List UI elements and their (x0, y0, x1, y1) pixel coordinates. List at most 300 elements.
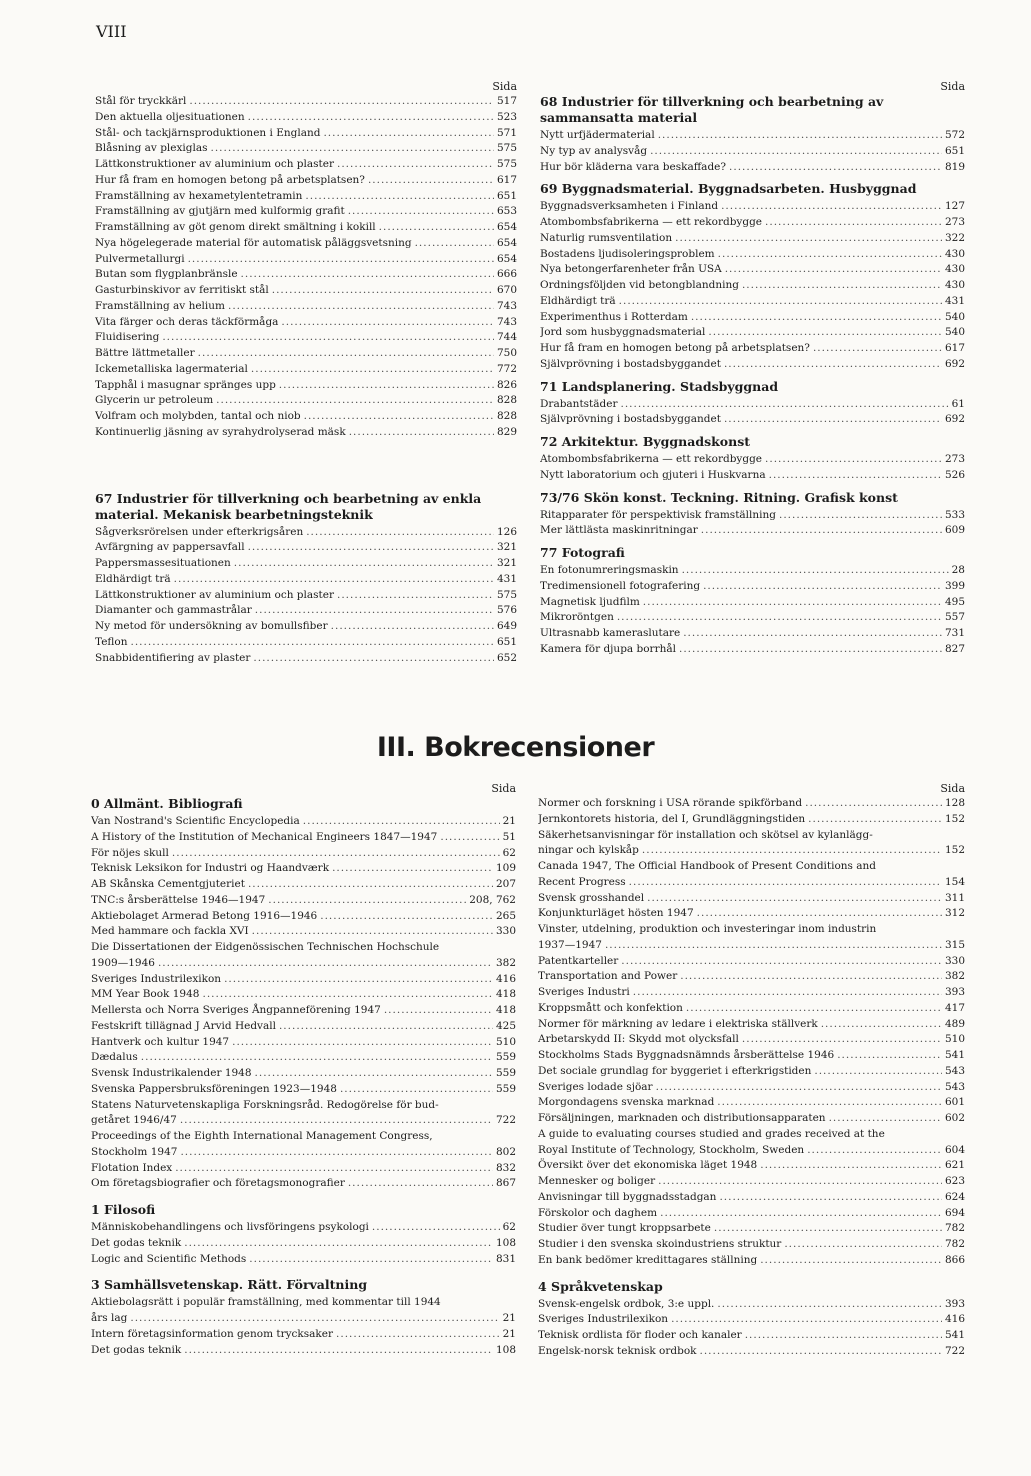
toc-entry (95, 110, 517, 126)
dot-leader (202, 987, 492, 1003)
toc-entry (538, 1206, 965, 1222)
entry-title: Kamera för djupa borrhål (540, 642, 676, 655)
dot-leader (281, 315, 494, 331)
page-ref: 61 (951, 397, 965, 410)
page-ref: 654 (496, 236, 517, 249)
entry-title: Sveriges lodade sjöar (538, 1080, 653, 1093)
page-ref: 743 (496, 299, 517, 312)
dot-leader (272, 283, 494, 299)
toc-entry (91, 1252, 516, 1268)
page-ref: 601 (944, 1096, 965, 1109)
entry-title: Fluidisering (95, 331, 160, 344)
dot-leader (745, 1328, 942, 1344)
toc-entry (540, 341, 965, 357)
page-ref: 623 (944, 1175, 965, 1187)
toc-entry (538, 1297, 965, 1313)
entry-title: Avfärgning av pappersavfall (95, 541, 245, 554)
entry-line: Canada 1947, The Official Handbook of Present Conditions and (538, 860, 877, 872)
dot-leader (162, 330, 494, 346)
section-heading-1: 1 Filosofi (91, 1202, 156, 1217)
toc-entry (540, 563, 965, 579)
dot-leader (701, 523, 942, 539)
dot-leader (180, 1113, 493, 1129)
page-ref: 782 (944, 1238, 965, 1250)
dot-leader (304, 409, 494, 425)
dot-leader (141, 1050, 493, 1066)
dot-leader (268, 893, 466, 909)
entry-title: TNC:s årsberättelse 1946—1947 (91, 893, 266, 906)
entry-title: Aktiebolaget Armerad Betong 1916—1946 (91, 909, 318, 922)
toc-entry (95, 603, 517, 619)
dot-leader (617, 610, 942, 626)
entry-title: Bostadens ljudisoleringsproblem (540, 247, 715, 260)
page-ref: 21 (502, 815, 516, 827)
page-ref: 523 (496, 110, 517, 123)
dot-leader (821, 1017, 942, 1033)
dot-leader (348, 1176, 493, 1192)
page-ref: 128 (944, 797, 965, 809)
toc-entry (95, 126, 517, 142)
dot-leader (248, 540, 494, 556)
dot-leader (332, 861, 493, 877)
entry-title: 1937—1947 (538, 938, 602, 951)
toc-entry (91, 846, 516, 862)
top-right-column (540, 80, 965, 658)
entry-title: A History of the Institution of Mechanical Engineers 1847—1947 (91, 830, 438, 843)
dot-leader (719, 1190, 942, 1206)
toc-entry (540, 523, 965, 539)
dot-leader (718, 247, 942, 263)
page-ref: 418 (495, 1004, 516, 1016)
toc-entry (95, 220, 517, 236)
section-heading-73-76: 73/76 Skön konst. Teckning. Ritning. Grafisk konst (540, 489, 898, 505)
dot-leader (234, 556, 494, 572)
entry-title: Recent Progress (538, 875, 626, 888)
page-ref: 154 (944, 875, 965, 888)
dot-leader (252, 924, 493, 940)
entry-title: Den aktuella oljesituationen (95, 110, 245, 123)
entry-title: Nya betongerfarenheter från USA (540, 263, 722, 276)
dot-leader (232, 1035, 493, 1051)
entry-list (95, 525, 517, 667)
page-ref: 541 (944, 1329, 965, 1341)
toc-entry (538, 985, 965, 1001)
entry-list (540, 508, 965, 540)
toc-entry (538, 1017, 965, 1033)
entry-title: Arbetarskydd II: Skydd mot olycksfall (538, 1033, 739, 1046)
entry-single (538, 875, 965, 891)
section-heading-71: 71 Landsplanering. Stadsbyggnad (540, 378, 779, 394)
toc-entry (91, 893, 516, 909)
entry-title: Pulvermetallurgi (95, 252, 185, 265)
dot-leader (697, 906, 942, 922)
page-ref: 692 (944, 357, 965, 370)
toc-entry (91, 877, 516, 893)
dot-leader (172, 846, 500, 862)
dot-leader (814, 1064, 942, 1080)
entry-title: Framställning av gjutjärn med kulformig grafit (95, 205, 345, 218)
page-ref: 670 (496, 284, 517, 296)
toc-entry (540, 199, 965, 215)
toc-entry (538, 1253, 965, 1269)
toc-entry (91, 1035, 516, 1051)
entry-title: Eldhärdigt trä (95, 572, 171, 585)
entry-list (538, 796, 965, 828)
dot-leader (337, 588, 494, 604)
entry-title: En fotonumreringsmaskin (540, 564, 679, 576)
dot-leader (829, 1111, 942, 1127)
entry-title: Gasturbinskivor av ferritiskt stål (95, 284, 269, 296)
entry-title: Framställning av hexametylentetramin (95, 189, 303, 202)
entry-list (540, 199, 965, 372)
page-ref: 559 (495, 1067, 516, 1079)
dot-leader (184, 1343, 493, 1359)
toc-entry (538, 1001, 965, 1017)
entry-title: Tapphål i masugnar spränges upp (95, 378, 276, 391)
toc-entry (540, 310, 965, 326)
toc-entry (91, 1066, 516, 1082)
sida-label: Sida (940, 80, 965, 93)
page-ref: 541 (944, 1049, 965, 1061)
entry-list (91, 1220, 516, 1267)
toc-entry (540, 215, 965, 231)
toc-entry (91, 924, 516, 940)
dot-leader (336, 1327, 500, 1343)
entry-title: Studier över tungt kroppsarbete (538, 1222, 711, 1235)
page-ref: 312 (944, 907, 965, 920)
toc-entry (91, 1050, 516, 1066)
dot-leader (349, 425, 494, 441)
dot-leader (279, 378, 494, 394)
toc-entry (91, 956, 516, 972)
section-title: III. Bokrecensioner (376, 732, 655, 763)
entry-title: Stockholms Stads Byggnadsnämnds årsberättelse 1946 (538, 1049, 835, 1061)
page-ref: 322 (944, 231, 965, 244)
page-ref: 315 (944, 938, 965, 951)
page-ref: 430 (944, 263, 965, 276)
page-ref: 152 (944, 844, 965, 857)
entry-list (540, 452, 965, 484)
toc-entry (95, 409, 517, 425)
page-ref: 21 (502, 1327, 516, 1340)
toc-entry (538, 1143, 965, 1159)
entry-title: Engelsk-norsk teknisk ordbok (538, 1344, 697, 1357)
entry-title: Blåsning av plexiglas (95, 142, 208, 155)
page-ref: 393 (944, 1297, 965, 1310)
toc-entry (91, 1220, 516, 1236)
entry-single (91, 1113, 516, 1129)
page-ref: 829 (496, 425, 517, 438)
dot-leader (415, 236, 494, 252)
page-ref: 572 (944, 129, 965, 141)
page-ref: 495 (944, 595, 965, 608)
entry-title: Lättkonstruktioner av aluminium och plaster (95, 158, 334, 170)
entry-line: Die Dissertationen der Eidgenössischen Technischen Hochschule (91, 941, 440, 953)
toc-entry (540, 294, 965, 310)
entry-title: En bank bedömer kredittagares ställning (538, 1253, 758, 1266)
toc-entry (538, 1221, 965, 1237)
entry-title: Normer och forskning i USA rörande spikförband (538, 797, 803, 809)
entry-list (91, 1161, 516, 1193)
entry-title: Jernkontorets historia, del I, Grundläggningstiden (538, 812, 806, 825)
dot-leader (174, 572, 494, 588)
section-heading-3: 3 Samhällsvetenskap. Rätt. Förvaltning (91, 1277, 368, 1293)
entry-title: Ny metod för undersökning av bomullsfiber (95, 620, 328, 632)
page-ref: 382 (495, 956, 516, 969)
page-ref: 557 (944, 611, 965, 624)
page-ref: 417 (944, 1001, 965, 1014)
page-ref: 722 (495, 1114, 516, 1127)
page-ref: 152 (944, 812, 965, 825)
page-ref: 540 (944, 326, 965, 339)
dot-leader (658, 1174, 942, 1190)
toc-entry (91, 830, 516, 846)
sida-label: Sida (492, 80, 517, 93)
toc-entry (538, 1344, 965, 1360)
toc-entry (540, 412, 965, 428)
dot-leader (714, 1221, 942, 1237)
page-ref: 604 (944, 1143, 965, 1156)
dot-leader (320, 909, 493, 925)
dot-leader (650, 144, 942, 160)
entry-title: Sveriges Industrilexikon (91, 972, 222, 985)
entry-title: Hur bör kläderna vara beskaffade? (540, 160, 727, 173)
entry-title: Pappersmassesituationen (95, 557, 231, 569)
section-heading-4: 4 Språkvetenskap (538, 1278, 663, 1294)
dot-leader (211, 141, 494, 157)
entry-title: Självprövning i bostadsbyggandet (540, 413, 721, 426)
page-ref: 832 (495, 1161, 516, 1174)
toc-entry (538, 812, 965, 828)
dot-leader (306, 525, 494, 541)
toc-entry (540, 626, 965, 642)
toc-entry (538, 1237, 965, 1253)
page-ref: 21 (502, 1312, 516, 1324)
dot-leader (643, 595, 942, 611)
dot-leader (368, 173, 494, 189)
toc-entry (538, 1312, 965, 1328)
entry-title: Flotation Index (91, 1161, 173, 1174)
bottom-right-column (538, 782, 965, 1360)
entry-title: Dædalus (91, 1051, 138, 1064)
entry-title: Konjunkturläget hösten 1947 (538, 907, 694, 920)
dot-leader (633, 985, 942, 1001)
entry-title: Det godas teknik (91, 1343, 182, 1356)
dot-leader (189, 94, 494, 110)
toc-entry (540, 579, 965, 595)
entry-title: Snabbidentifiering av plaster (95, 651, 251, 664)
entry-title: Ritapparater för perspektivisk framställning (540, 508, 776, 521)
page-ref: 265 (495, 909, 516, 922)
page-ref: 393 (944, 986, 965, 998)
entry-title: Butan som flygplanbränsle (95, 268, 238, 281)
entry-line: Statens Naturvetenskapliga Forskningsråd. Redogörelse för bud- (91, 1098, 439, 1111)
dot-leader (680, 969, 942, 985)
entry-title: Nytt urfjädermaterial (540, 129, 655, 141)
dot-leader (808, 812, 942, 828)
entry-list (538, 954, 965, 1127)
toc-entry (95, 378, 517, 394)
page-ref: 692 (944, 413, 965, 426)
page-ref: 559 (495, 1051, 516, 1064)
page-ref: 418 (495, 988, 516, 1001)
toc-entry (91, 861, 516, 877)
entry-title: Mer lättlästa maskinritningar (540, 524, 698, 537)
dot-leader (779, 508, 942, 524)
page-ref: 621 (944, 1159, 965, 1172)
dot-leader (679, 642, 942, 658)
page-ref: 207 (495, 878, 516, 890)
toc-entry (91, 1236, 516, 1252)
entry-single (538, 938, 965, 954)
page-ref: 651 (496, 635, 517, 648)
entry-title: Mikroröntgen (540, 611, 614, 624)
page-ref: 575 (496, 588, 517, 601)
page-ref: 653 (496, 205, 517, 218)
dot-leader (130, 1311, 499, 1327)
entry-title: Drabantstäder (540, 397, 618, 410)
entry-title: Stål- och tackjärnsproduktionen i England (95, 126, 321, 139)
entry-title: Stål för tryckkärl (95, 95, 187, 107)
section-heading-0: 0 Allmänt. Bibliografi (91, 796, 243, 811)
dot-leader (769, 468, 942, 484)
dot-leader (175, 1161, 493, 1177)
page-ref: 108 (495, 1343, 516, 1356)
toc-entry (538, 1095, 965, 1111)
dot-leader (228, 299, 494, 315)
entry-title: Framställning av göt genom direkt smältning i kokill (95, 221, 376, 233)
entry-title: Sågverksrörelsen under efterkrigsåren (95, 525, 304, 538)
entry-title: Atombombsfabrikerna — ett rekordbygge (540, 453, 763, 465)
entry-title: Eldhärdigt trä (540, 294, 616, 307)
page-ref: 617 (496, 173, 517, 186)
page-ref: 28 (951, 564, 965, 576)
dot-leader (717, 1095, 942, 1111)
toc-entry (538, 1080, 965, 1096)
entry-title: Ny typ av analysvåg (540, 144, 648, 157)
entry-title: Kroppsmått och konfektion (538, 1001, 683, 1014)
dot-leader (691, 310, 942, 326)
page-ref: 330 (944, 954, 965, 967)
dot-leader (721, 199, 942, 215)
page-number: VIII (96, 22, 127, 41)
entry-title: ningar och kylskåp (538, 844, 639, 857)
dot-leader (440, 830, 499, 846)
entry-title: Stockholm 1947 (91, 1145, 178, 1158)
page-ref: 109 (495, 862, 516, 875)
toc-entry (95, 173, 517, 189)
toc-entry (95, 267, 517, 283)
dot-leader (372, 1220, 500, 1236)
entry-title: Transportation and Power (538, 970, 678, 983)
toc-entry (540, 128, 965, 144)
toc-entry (95, 94, 517, 110)
page-ref: 744 (496, 331, 517, 344)
dot-leader (379, 220, 494, 236)
toc-entry (91, 1145, 516, 1161)
page-ref: 782 (944, 1222, 965, 1235)
entry-title: Försäljningen, marknaden och distributionsapparaten (538, 1112, 826, 1124)
page-ref: 127 (944, 200, 965, 213)
dot-leader (760, 1158, 942, 1174)
page-ref: 510 (944, 1033, 965, 1046)
page-ref: 382 (944, 970, 965, 983)
entry-title: Sveriges Industrilexikon (538, 1313, 669, 1326)
page-ref: 559 (495, 1082, 516, 1095)
section-heading-77: 77 Fotografi (540, 545, 625, 560)
toc-entry (95, 393, 517, 409)
entry-title: Svensk Industrikalender 1948 (91, 1067, 252, 1079)
page-ref: 543 (944, 1064, 965, 1077)
entry-title: Bättre lättmetaller (95, 347, 195, 359)
entry-list (91, 814, 516, 940)
dot-leader (621, 954, 942, 970)
toc-entry (95, 236, 517, 252)
entry-title: Mellersta och Norra Sveriges Ångpanneförening 1947 (91, 1004, 381, 1016)
dot-leader (742, 1032, 942, 1048)
entry-title: Magnetisk ljudfilm (540, 595, 640, 608)
toc-entry (540, 231, 965, 247)
entry-title: Royal Institute of Technology, Stockholm, Sweden (538, 1143, 805, 1156)
entry-title: Intern företagsinformation genom trycksaker (91, 1327, 334, 1340)
top-left-column (95, 80, 517, 666)
entry-title: Teknisk Leksikon for Industri og Haandværk (91, 862, 330, 875)
entry-title: Ultrasnabb kameraslutare (540, 627, 681, 639)
dot-leader (248, 110, 494, 126)
toc-entry (540, 160, 965, 176)
entry-title: getåret 1946/47 (91, 1114, 177, 1127)
page-ref: 543 (944, 1080, 965, 1093)
page-ref: 311 (944, 891, 965, 904)
entry-title: Naturlig rumsventilation (540, 231, 673, 244)
toc-entry (538, 1328, 965, 1344)
entry-title: AB Skånska Cementgjuteriet (91, 878, 245, 890)
page-ref: 831 (495, 1252, 516, 1265)
toc-entry (95, 525, 517, 541)
page-ref: 62 (502, 1221, 516, 1233)
entry-title: Hantverk och kultur 1947 (91, 1035, 230, 1048)
dot-leader (255, 1066, 493, 1082)
dot-leader (340, 1082, 493, 1098)
dot-leader (337, 157, 494, 173)
page-ref: 321 (496, 541, 517, 554)
entry-title: Normer för märkning av ledare i elektriska ställverk (538, 1017, 818, 1030)
section-heading-68: 68 Industrier för tillverkning och bearbetning av sammansatta material (540, 94, 884, 125)
bottom-left-column (91, 782, 516, 1358)
dot-leader (255, 603, 494, 619)
dot-leader (251, 362, 494, 378)
dot-leader (253, 651, 494, 667)
dot-leader (331, 619, 494, 635)
dot-leader (249, 1252, 493, 1268)
toc-entry (91, 1019, 516, 1035)
entry-title: Festskrift tillägnad J Arvid Hedvall (91, 1019, 276, 1032)
page-ref: 273 (944, 216, 965, 228)
dot-leader (765, 452, 942, 468)
page-ref: 827 (944, 642, 965, 655)
toc-entry (538, 843, 965, 859)
entry-title: Med hammare och fackla XVI (91, 925, 249, 938)
dot-leader (305, 189, 494, 205)
section-heading-69: 69 Byggnadsmaterial. Byggnadsarbeten. Husbyggnad (540, 181, 917, 197)
dot-leader (725, 262, 942, 278)
toc-entry (91, 987, 516, 1003)
toc-entry (95, 141, 517, 157)
toc-entry (538, 875, 965, 891)
page-ref: 666 (496, 268, 517, 281)
entry-title: Översikt över det ekonomiska läget 1948 (538, 1159, 758, 1172)
toc-entry (538, 1064, 965, 1080)
